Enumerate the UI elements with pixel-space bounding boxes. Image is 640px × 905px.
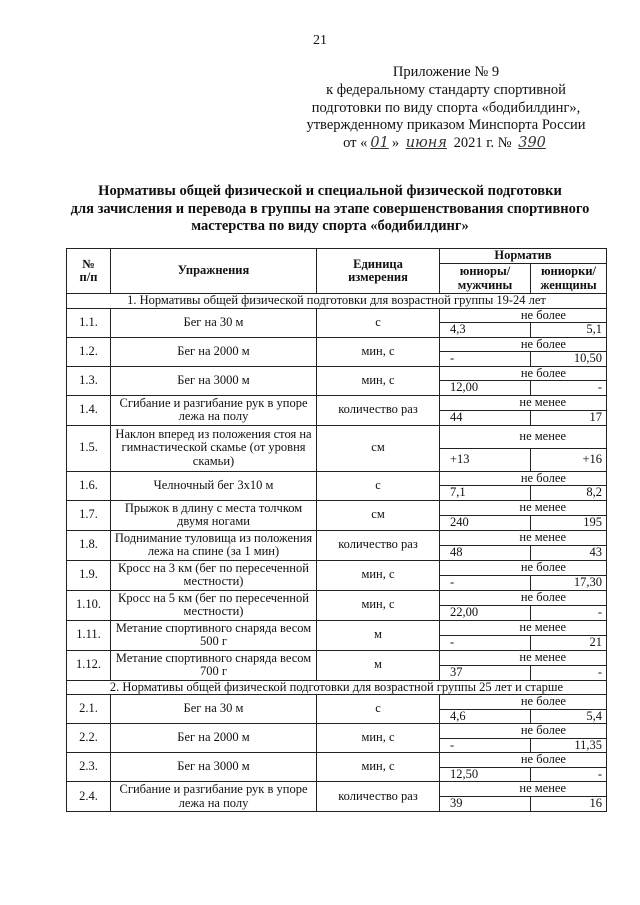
row-female-value: 5,4 (531, 709, 607, 724)
table-row (67, 425, 607, 448)
appendix-line-4: утвержденному приказом Минспорта России (306, 117, 586, 134)
row-exercise: Наклон вперед из положения стоя на гимнастической скамье (от уровня скамьи) (111, 425, 317, 471)
row-male-value: 12,50 (440, 767, 531, 782)
row-unit: с (317, 308, 440, 337)
appendix-date-line (286, 135, 606, 153)
row-number: 1.4. (67, 395, 111, 425)
row-female-value: - (531, 605, 607, 620)
row-unit: мин, с (317, 337, 440, 366)
page-number: 21 (313, 33, 327, 48)
document-title (30, 183, 630, 236)
row-condition: не менее (440, 782, 607, 797)
order-number: 390 (518, 135, 546, 152)
table-row (67, 590, 607, 605)
row-unit: м (317, 650, 440, 680)
date-mid: » (391, 135, 400, 152)
row-male-value: 44 (440, 410, 531, 425)
row-exercise: Кросс на 5 км (бег по пересеченной местности) (111, 590, 317, 620)
appendix-line-1: Приложение № 9 (392, 64, 500, 80)
row-condition: не менее (440, 620, 607, 635)
row-number: 1.10. (67, 590, 111, 620)
row-exercise: Бег на 2000 м (111, 337, 317, 366)
row-male-value: 240 (440, 515, 531, 530)
header-unit: Единица измерения (317, 249, 440, 294)
row-exercise: Прыжок в длину с места толчком двумя ногами (111, 500, 317, 530)
row-condition: не более (440, 471, 607, 486)
title-line-3: мастерства по виду спорта «бодибилдинг» (191, 218, 469, 234)
table-row (67, 337, 607, 352)
section-row (67, 294, 607, 309)
row-male-value: +13 (440, 448, 531, 471)
row-number: 1.11. (67, 620, 111, 650)
row-male-value: 48 (440, 545, 531, 560)
row-condition: не менее (440, 425, 607, 448)
header-norm: Норматив (440, 249, 607, 264)
row-unit: мин, с (317, 724, 440, 753)
row-female-value: 17,30 (531, 575, 607, 590)
row-female-value: 16 (531, 797, 607, 812)
row-male-value: 22,00 (440, 605, 531, 620)
appendix-line-3: подготовки по виду спорта «бодибилдинг», (311, 99, 581, 116)
table-row (67, 560, 607, 575)
header-male: юниоры/ мужчины (440, 264, 531, 294)
table-row (67, 753, 607, 768)
row-female-value: - (531, 665, 607, 680)
row-male-value: - (440, 352, 531, 367)
row-condition: не менее (440, 500, 607, 515)
row-unit: количество раз (317, 782, 440, 812)
row-number: 1.7. (67, 500, 111, 530)
row-condition: не менее (440, 395, 607, 410)
row-condition: не более (440, 590, 607, 605)
row-number: 2.2. (67, 724, 111, 753)
row-condition: не более (440, 560, 607, 575)
row-unit: м (317, 620, 440, 650)
row-number: 1.3. (67, 366, 111, 395)
header-exercise: Упражнения (111, 249, 317, 294)
table-row (67, 530, 607, 545)
row-condition: не менее (440, 530, 607, 545)
row-female-value: 195 (531, 515, 607, 530)
row-female-value: - (531, 381, 607, 396)
row-number: 2.4. (67, 782, 111, 812)
table-row (67, 500, 607, 515)
appendix-header (286, 64, 606, 153)
table-body (67, 294, 607, 812)
row-condition: не более (440, 337, 607, 352)
row-unit: количество раз (317, 530, 440, 560)
row-female-value: 10,50 (531, 352, 607, 367)
row-number: 1.5. (67, 425, 111, 471)
row-exercise: Бег на 3000 м (111, 366, 317, 395)
table-row (67, 620, 607, 635)
row-unit: мин, с (317, 590, 440, 620)
table-row (67, 695, 607, 710)
table-row (67, 782, 607, 797)
row-male-value: - (440, 575, 531, 590)
row-condition: не более (440, 695, 607, 710)
row-unit: см (317, 500, 440, 530)
section-title: 2. Нормативы общей физической подготовки для возрастной группы 25 лет и старше (67, 680, 607, 695)
row-male-value: 4,6 (440, 709, 531, 724)
header-female: юниорки/ женщины (531, 264, 607, 294)
row-male-value: 7,1 (440, 486, 531, 501)
appendix-line-2: к федеральному стандарту спортивной (326, 81, 566, 98)
row-male-value: 4,3 (440, 323, 531, 338)
row-exercise: Метание спортивного снаряда весом 700 г (111, 650, 317, 680)
row-unit: мин, с (317, 560, 440, 590)
row-exercise: Бег на 30 м (111, 695, 317, 724)
row-condition: не более (440, 366, 607, 381)
date-month: июня (405, 135, 447, 152)
row-number: 2.3. (67, 753, 111, 782)
row-number: 1.9. (67, 560, 111, 590)
table-row (67, 724, 607, 739)
row-female-value: 43 (531, 545, 607, 560)
row-male-value: - (440, 635, 531, 650)
row-number: 1.1. (67, 308, 111, 337)
row-male-value: - (440, 738, 531, 753)
row-unit: с (317, 471, 440, 500)
row-unit: мин, с (317, 366, 440, 395)
row-female-value: 17 (531, 410, 607, 425)
norms-table (66, 248, 607, 812)
row-condition: не более (440, 753, 607, 768)
row-exercise: Бег на 3000 м (111, 753, 317, 782)
title-line-1: Нормативы общей физической и специальной физической подготовки (98, 183, 562, 199)
row-female-value: 11,35 (531, 738, 607, 753)
row-male-value: 12,00 (440, 381, 531, 396)
row-male-value: 39 (440, 797, 531, 812)
date-year: 2021 г. № (453, 135, 512, 152)
row-female-value: - (531, 767, 607, 782)
row-unit: с (317, 695, 440, 724)
table-row (67, 650, 607, 665)
row-female-value: +16 (531, 448, 607, 471)
table-row (67, 395, 607, 410)
date-day: 01 (370, 135, 389, 152)
row-unit: см (317, 425, 440, 471)
row-unit: мин, с (317, 753, 440, 782)
section-row (67, 680, 607, 695)
row-exercise: Сгибание и разгибание рук в упоре лежа на полу (111, 782, 317, 812)
row-exercise: Метание спортивного снаряда весом 500 г (111, 620, 317, 650)
row-exercise: Челночный бег 3х10 м (111, 471, 317, 500)
row-exercise: Кросс на 3 км (бег по пересеченной местности) (111, 560, 317, 590)
row-condition: не менее (440, 650, 607, 665)
row-female-value: 8,2 (531, 486, 607, 501)
table-row (67, 471, 607, 486)
row-number: 2.1. (67, 695, 111, 724)
row-condition: не более (440, 724, 607, 739)
table-row (67, 366, 607, 381)
title-line-2: для зачисления и перевода в группы на этапе совершенствования спортивного (70, 200, 590, 217)
row-exercise: Бег на 2000 м (111, 724, 317, 753)
table-row (67, 308, 607, 323)
date-prefix: от « (343, 135, 368, 152)
row-number: 1.8. (67, 530, 111, 560)
row-number: 1.2. (67, 337, 111, 366)
section-title: 1. Нормативы общей физической подготовки для возрастной группы 19-24 лет (67, 294, 607, 309)
row-exercise: Сгибание и разгибание рук в упоре лежа на полу (111, 395, 317, 425)
row-exercise: Поднимание туловища из положения лежа на спине (за 1 мин) (111, 530, 317, 560)
row-female-value: 21 (531, 635, 607, 650)
header-number: № п/п (67, 249, 111, 294)
row-unit: количество раз (317, 395, 440, 425)
row-number: 1.6. (67, 471, 111, 500)
row-female-value: 5,1 (531, 323, 607, 338)
row-number: 1.12. (67, 650, 111, 680)
row-exercise: Бег на 30 м (111, 308, 317, 337)
row-condition: не более (440, 308, 607, 323)
row-male-value: 37 (440, 665, 531, 680)
